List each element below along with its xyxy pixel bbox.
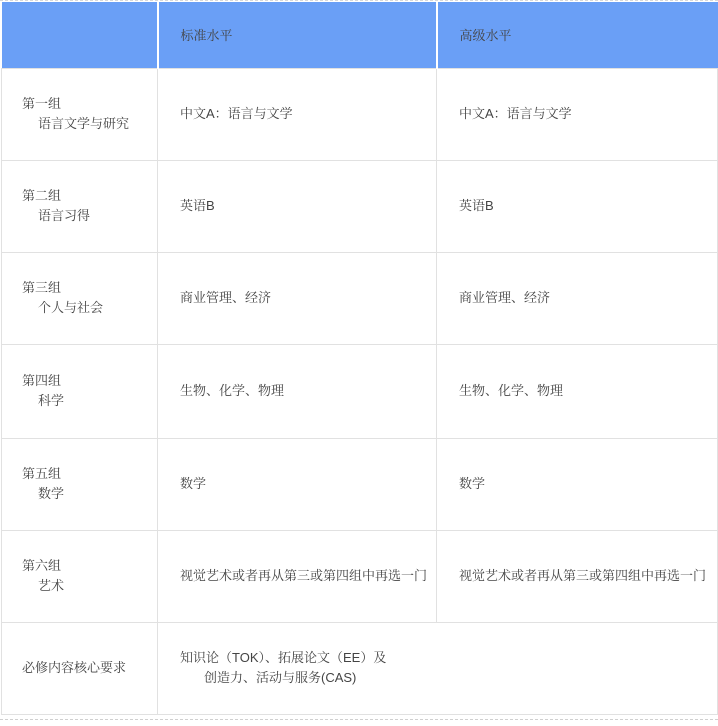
group2-higher-cell: 英语B <box>437 160 718 252</box>
table-row-group1 <box>2 68 718 160</box>
group5-line2: 数学 <box>38 486 65 501</box>
group6-higher-cell: 视觉艺术或者再从第三或第四组中再选一门 <box>437 530 718 622</box>
group4-line1: 第四组 <box>22 373 62 388</box>
group3-line1: 第三组 <box>22 280 62 295</box>
group4-standard-cell: 生物、化学、物理 <box>158 344 437 438</box>
group2-standard-cell: 英语B <box>158 160 437 252</box>
table-row-group2 <box>2 160 718 252</box>
group5-line1: 第五组 <box>22 466 62 481</box>
group4-label <box>2 344 158 438</box>
core-line1: 知识论（TOK）、拓展论文（EE）及 <box>180 650 387 665</box>
core-label: 必修内容核心要求 <box>2 622 158 714</box>
group3-standard-cell: 商业管理、经济 <box>158 252 437 344</box>
group5-higher-cell: 数学 <box>437 438 718 530</box>
group1-standard-cell: 中文A：语言与文学 <box>158 68 437 160</box>
core-line2: 创造力、活动与服务(CAS) <box>204 670 357 685</box>
ib-curriculum-table <box>1 2 718 715</box>
group6-standard-cell: 视觉艺术或者再从第三或第四组中再选一门 <box>158 530 437 622</box>
group3-higher-cell: 商业管理、经济 <box>437 252 718 344</box>
group5-label <box>2 438 158 530</box>
core-content-cell <box>158 622 718 714</box>
group3-label <box>2 252 158 344</box>
group2-label <box>2 160 158 252</box>
group2-line2: 语言习得 <box>38 208 91 223</box>
table-row-group4 <box>2 344 718 438</box>
group3-line2: 个人与社会 <box>38 300 104 315</box>
group5-standard-cell: 数学 <box>158 438 437 530</box>
header-empty-cell <box>2 2 158 68</box>
bottom-dashed-border <box>0 719 718 720</box>
group6-line2: 艺术 <box>38 578 65 593</box>
group6-line1: 第六组 <box>22 558 62 573</box>
table-row-group6 <box>2 530 718 622</box>
header-standard-level: 标准水平 <box>158 2 437 68</box>
table-row-group5 <box>2 438 718 530</box>
table-row-group3 <box>2 252 718 344</box>
group1-higher-cell: 中文A：语言与文学 <box>437 68 718 160</box>
group4-line2: 科学 <box>38 393 65 408</box>
group2-line1: 第二组 <box>22 188 62 203</box>
group1-line1: 第一组 <box>22 96 62 111</box>
group1-line2: 语言文学与研究 <box>38 116 130 131</box>
table-row-core <box>2 622 718 714</box>
group6-label <box>2 530 158 622</box>
group1-label <box>2 68 158 160</box>
group4-higher-cell: 生物、化学、物理 <box>437 344 718 438</box>
header-row <box>2 2 718 68</box>
header-higher-level: 高级水平 <box>437 2 718 68</box>
top-dashed-border <box>0 0 718 1</box>
